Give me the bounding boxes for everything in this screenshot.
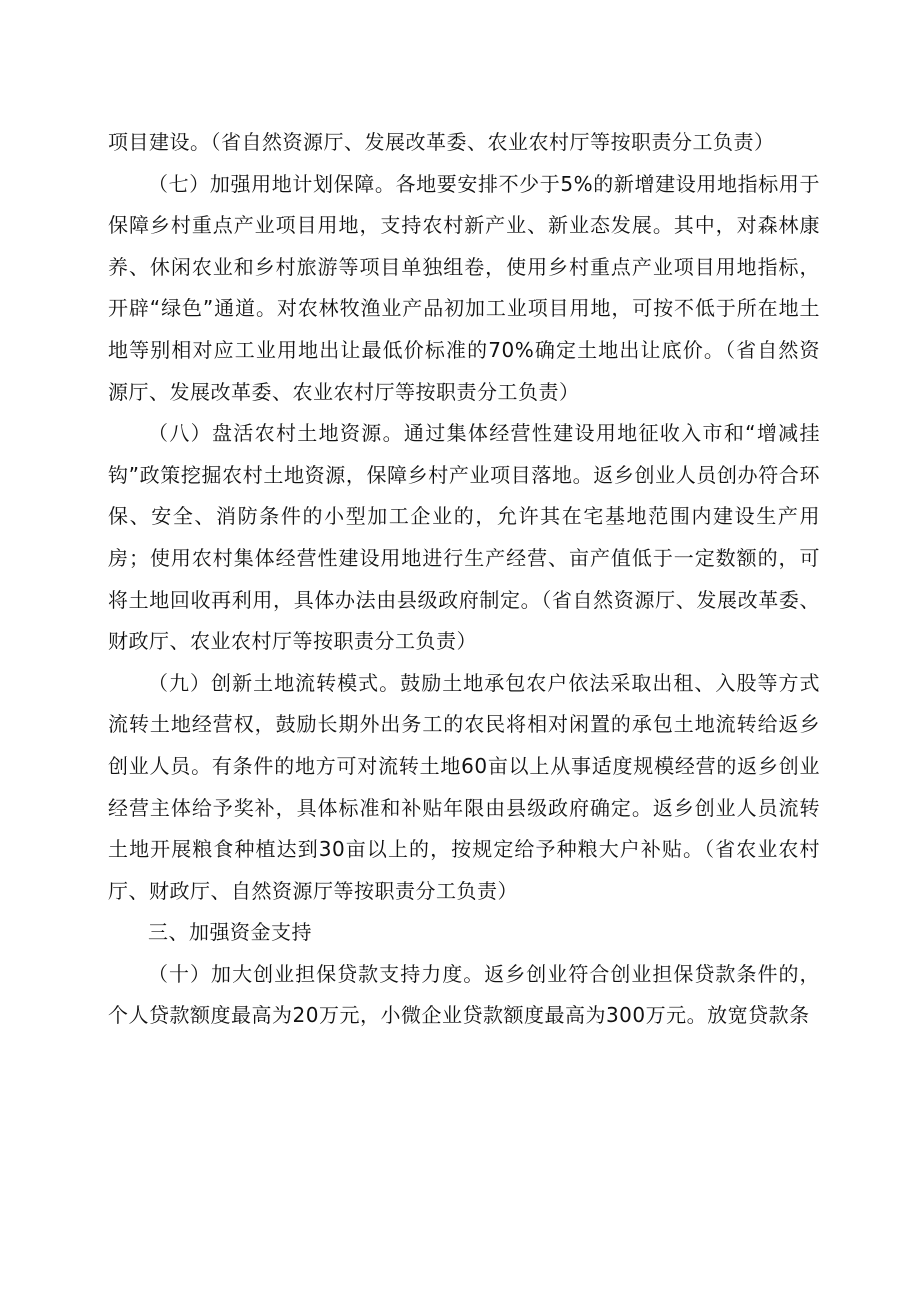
document-body <box>108 122 820 1037</box>
paragraph-9-land-transfer: （九）创新土地流转模式。鼓励土地承包农户依法采取出租、入股等方式流转土地经营权，鼓励长期外出务工的农民将相对闲置的承包土地流转给返乡创业人员。有条件的地方可对流转土地60亩以上从事适度规模经营的返乡创业经营主体给予奖补，具体标准和补贴年限由县级政府确定。返乡创业人员流转土地开展粮食种植达到30亩以上的，按规定给予种粮大户补贴。（省农业农村厅、财政厅、自然资源厅等按职责分工负责） <box>108 670 820 903</box>
paragraph-7-land-plan: （七）加强用地计划保障。各地要安排不少于5%的新增建设用地指标用于保障乡村重点产业项目用地，支持农村新产业、新业态发展。其中，对森林康养、休闲农业和乡村旅游等项目单独组卷，使用乡村重点产业项目用地指标，开辟“绿色”通道。对农林牧渔业产品初加工业项目用地，可按不低于所在地土地等别相对应工业用地出让最低价标准的70%确定土地出让底价。（省自然资源厅、发展改革委、农业农村厅等按职责分工负责） <box>108 171 820 404</box>
section-heading-funding: 三、加强资金支持 <box>148 920 312 945</box>
paragraph-10-loans: （十）加大创业担保贷款支持力度。返乡创业符合创业担保贷款条件的，个人贷款额度最高为20万元，小微企业贷款额度最高为300万元。放宽贷款条 <box>108 961 820 1028</box>
paragraph-8-rural-land: （八）盘活农村土地资源。通过集体经营性建设用地征收入市和“增减挂钩”政策挖掘农村土地资源，保障乡村产业项目落地。返乡创业人员创办符合环保、安全、消防条件的小型加工企业的，允许其在宅基地范围内建设生产用房；使用农村集体经营性建设用地进行生产经营、亩产值低于一定数额的，可将土地回收再利用，具体办法由县级政府制定。（省自然资源厅、发展改革委、财政厅、农业农村厅等按职责分工负责） <box>108 421 820 654</box>
paragraph-continuation: 项目建设。（省自然资源厅、发展改革委、农业农村厅等按职责分工负责） <box>108 130 775 154</box>
